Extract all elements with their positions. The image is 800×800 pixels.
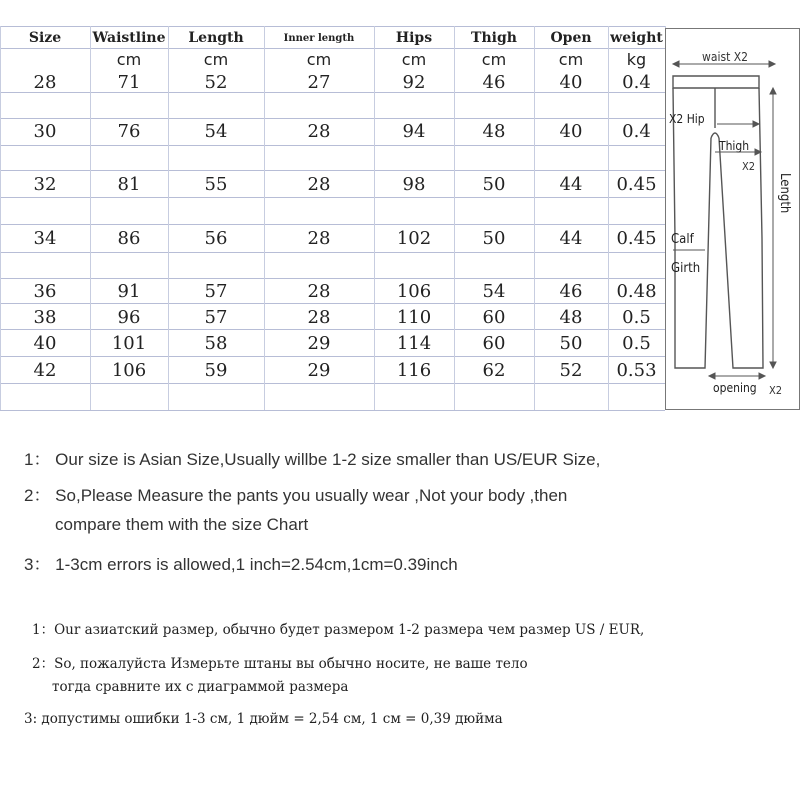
girth-label: Girth	[671, 261, 701, 276]
table-row	[0, 70, 665, 94]
cell-inner-length: 28	[307, 120, 331, 142]
unit-inner-length: cm	[306, 49, 332, 69]
cell-inner-length: 28	[307, 227, 331, 249]
cell-size: 38	[33, 306, 57, 328]
cell-length: 54	[204, 120, 228, 142]
cell-weight: 0.53	[616, 359, 657, 381]
unit-weight: kg	[626, 49, 647, 69]
cell-inner-length: 27	[307, 71, 331, 93]
cell-size: 42	[33, 359, 57, 381]
header-thigh: Thigh	[471, 30, 517, 46]
note-ru-2b: тогда сравните их с диаграммой размера	[52, 679, 349, 695]
cell-thigh: 50	[482, 173, 506, 195]
cell-thigh: 50	[482, 227, 506, 249]
header-size: Size	[28, 30, 62, 46]
cell-waistline: 71	[117, 71, 141, 93]
cell-thigh: 62	[482, 359, 506, 381]
calf-label: Calf	[671, 232, 694, 247]
unit-open: cm	[558, 49, 584, 69]
note-ru-1: 1：Our азиатский размер, обычно будет размером 1-2 размера чем размер US / EUR,	[32, 622, 645, 638]
cell-thigh: 60	[482, 332, 506, 354]
pants-measurement-diagram	[665, 28, 800, 410]
unit-hips: cm	[401, 49, 427, 69]
cell-size: 30	[33, 120, 57, 142]
cell-waistline: 96	[117, 306, 141, 328]
cell-hips: 106	[396, 280, 432, 302]
cell-length: 55	[204, 173, 228, 195]
cell-weight: 0.45	[616, 227, 657, 249]
note-ru-2a: 2：So, пожалуйста Измерьте штаны вы обычно носите, не ваше тело	[32, 656, 528, 672]
note-en-2a: 2： So,Please Measure the pants you usually wear ,Not your body ,then	[24, 486, 568, 505]
cell-open: 52	[559, 359, 583, 381]
waist-label: waist X2	[702, 50, 748, 64]
cell-length: 56	[204, 227, 228, 249]
cell-thigh: 48	[482, 120, 506, 142]
cell-size: 32	[33, 173, 57, 195]
cell-hips: 116	[396, 359, 432, 381]
cell-inner-length: 29	[307, 332, 331, 354]
cell-open: 50	[559, 332, 583, 354]
table-row	[0, 226, 665, 250]
header-length: Length	[188, 30, 244, 46]
opening-x2-label: X2	[769, 384, 783, 397]
cell-weight: 0.4	[622, 71, 651, 93]
cell-weight: 0.45	[616, 173, 657, 195]
header-hips: Hips	[395, 30, 433, 46]
cell-thigh: 46	[482, 71, 506, 93]
table-row	[0, 279, 665, 303]
table-row	[0, 358, 665, 382]
table-header-row	[0, 28, 665, 48]
table-row	[0, 331, 665, 355]
header-inner-length: Inner length	[283, 32, 355, 44]
header-weight: weight	[610, 30, 663, 46]
cell-hips: 110	[396, 306, 432, 328]
unit-length: cm	[203, 49, 229, 69]
cell-length: 57	[204, 280, 228, 302]
table-units-row	[0, 49, 665, 69]
cell-waistline: 76	[117, 120, 141, 142]
cell-open: 48	[559, 306, 583, 328]
thigh-x2-label: X2	[742, 160, 756, 173]
cell-inner-length: 28	[307, 173, 331, 195]
opening-label: opening	[713, 381, 757, 395]
thigh-label: Thigh	[719, 139, 750, 153]
table-row	[0, 119, 665, 143]
table-row	[0, 172, 665, 196]
cell-inner-length: 28	[307, 306, 331, 328]
cell-open: 44	[559, 173, 583, 195]
note-en-3: 3： 1-3cm errors is allowed,1 inch=2.54cm,1cm=0.39inch	[24, 555, 458, 574]
cell-hips: 94	[402, 120, 426, 142]
cell-inner-length: 29	[307, 359, 331, 381]
header-waistline: Waistline	[92, 30, 166, 46]
cell-length: 52	[204, 71, 228, 93]
cell-weight: 0.4	[622, 120, 651, 142]
cell-length: 57	[204, 306, 228, 328]
unit-waistline: cm	[116, 49, 142, 69]
cell-waistline: 101	[111, 332, 147, 354]
table-row	[0, 305, 665, 329]
cell-open: 40	[559, 71, 583, 93]
length-label: Length	[777, 173, 792, 214]
cell-hips: 92	[402, 71, 426, 93]
cell-open: 46	[559, 280, 583, 302]
cell-length: 59	[204, 359, 228, 381]
cell-hips: 102	[396, 227, 432, 249]
cell-size: 36	[33, 280, 57, 302]
cell-length: 58	[204, 332, 228, 354]
cell-waistline: 91	[117, 280, 141, 302]
note-ru-3: 3: допустимы ошибки 1-3 см, 1 дюйм = 2,54 см, 1 см = 0,39 дюйма	[24, 711, 503, 727]
cell-waistline: 106	[111, 359, 147, 381]
cell-waistline: 86	[117, 227, 141, 249]
cell-thigh: 54	[482, 280, 506, 302]
cell-thigh: 60	[482, 306, 506, 328]
cell-size: 40	[33, 332, 57, 354]
cell-size: 34	[33, 227, 57, 249]
note-en-1: 1： Our size is Asian Size,Usually willbe 1-2 size smaller than US/EUR Size,	[24, 450, 601, 469]
cell-size: 28	[33, 71, 57, 93]
cell-weight: 0.48	[616, 280, 657, 302]
hip-label: X2 Hip	[669, 112, 705, 126]
unit-thigh: cm	[481, 49, 507, 69]
cell-hips: 114	[396, 332, 432, 354]
cell-open: 40	[559, 120, 583, 142]
cell-weight: 0.5	[622, 332, 651, 354]
cell-waistline: 81	[117, 173, 141, 195]
cell-open: 44	[559, 227, 583, 249]
header-open: Open	[550, 30, 592, 46]
cell-hips: 98	[402, 173, 426, 195]
cell-weight: 0.5	[622, 306, 651, 328]
cell-inner-length: 28	[307, 280, 331, 302]
note-en-2b: compare them with the size Chart	[55, 515, 309, 534]
